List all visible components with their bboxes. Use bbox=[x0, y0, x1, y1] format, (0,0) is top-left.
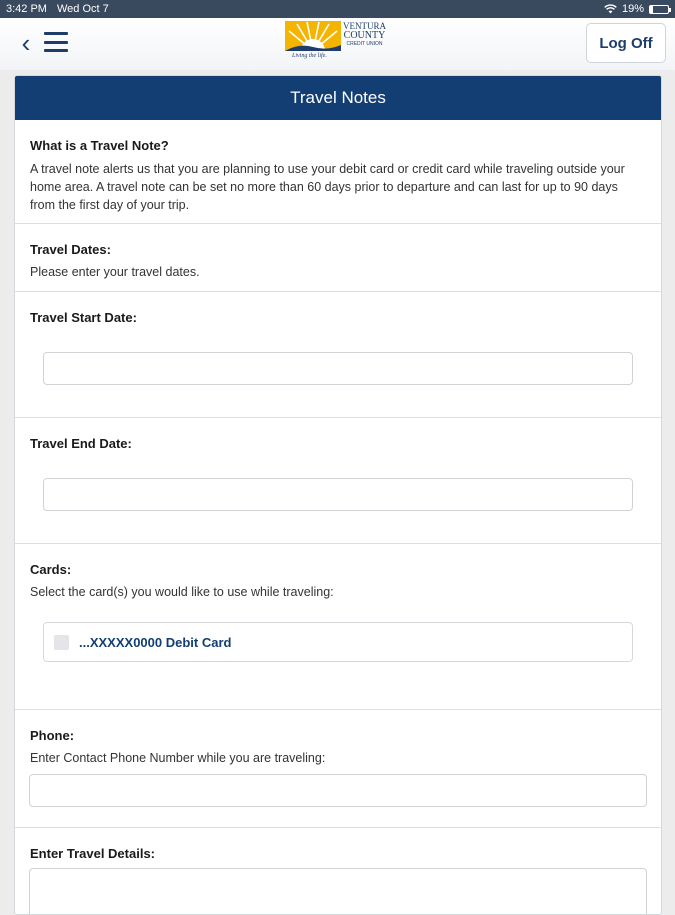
app-header bbox=[0, 18, 675, 70]
start-date-label: Travel Start Date: bbox=[30, 310, 137, 325]
travel-details-section bbox=[15, 828, 661, 915]
phone-title: Phone: bbox=[30, 728, 75, 743]
card-option-label: ...XXXXX0000 Debit Card bbox=[79, 634, 232, 650]
battery-percent: 19% bbox=[621, 3, 644, 15]
logo-wordmark: VENTURA COUNTY CREDIT UNION bbox=[343, 21, 386, 47]
travel-dates-title: Travel Dates: bbox=[30, 242, 111, 257]
status-date: Wed Oct 7 bbox=[56, 3, 109, 15]
intro-title: What is a Travel Note? bbox=[30, 138, 169, 153]
log-off-button[interactable]: Log Off bbox=[586, 23, 666, 63]
start-date-input[interactable] bbox=[43, 352, 633, 385]
sun-logo-icon bbox=[285, 21, 341, 51]
intro-section bbox=[15, 120, 661, 224]
card-checkbox[interactable] bbox=[54, 635, 69, 650]
status-bar bbox=[0, 0, 675, 18]
status-time: 3:42 PM bbox=[6, 3, 47, 15]
end-date-label: Travel End Date: bbox=[30, 436, 132, 451]
travel-dates-section bbox=[15, 224, 661, 292]
phone-section bbox=[15, 710, 661, 828]
credit-union-logo bbox=[285, 21, 395, 65]
back-chevron-icon[interactable]: ‹ bbox=[21, 28, 31, 58]
travel-dates-text: Please enter your travel dates. bbox=[30, 265, 200, 279]
start-date-section bbox=[15, 292, 661, 418]
battery-icon bbox=[649, 5, 669, 14]
end-date-section bbox=[15, 418, 661, 544]
intro-text: A travel note alerts us that you are planning to use your debit card or credit card while traveling outside your home area. A travel note can be set no more than 60 days prior to departure and can last for up to 90 days from the first day of your trip. bbox=[30, 162, 625, 212]
card-option-debit[interactable] bbox=[43, 622, 633, 662]
cards-title: Cards: bbox=[30, 562, 72, 577]
travel-details-input[interactable] bbox=[29, 868, 647, 915]
cards-text: Select the card(s) you would like to use while traveling: bbox=[30, 585, 334, 599]
phone-input[interactable] bbox=[29, 774, 647, 807]
cards-section bbox=[15, 544, 661, 710]
wifi-icon bbox=[604, 4, 617, 14]
travel-notes-card bbox=[14, 75, 662, 915]
end-date-input[interactable] bbox=[43, 478, 633, 511]
logo-tagline: Living the life. bbox=[292, 53, 327, 59]
hamburger-menu-icon[interactable] bbox=[44, 32, 68, 52]
page-title: Travel Notes bbox=[15, 76, 661, 120]
phone-text: Enter Contact Phone Number while you are traveling: bbox=[30, 751, 326, 765]
travel-details-title: Enter Travel Details: bbox=[30, 846, 155, 861]
